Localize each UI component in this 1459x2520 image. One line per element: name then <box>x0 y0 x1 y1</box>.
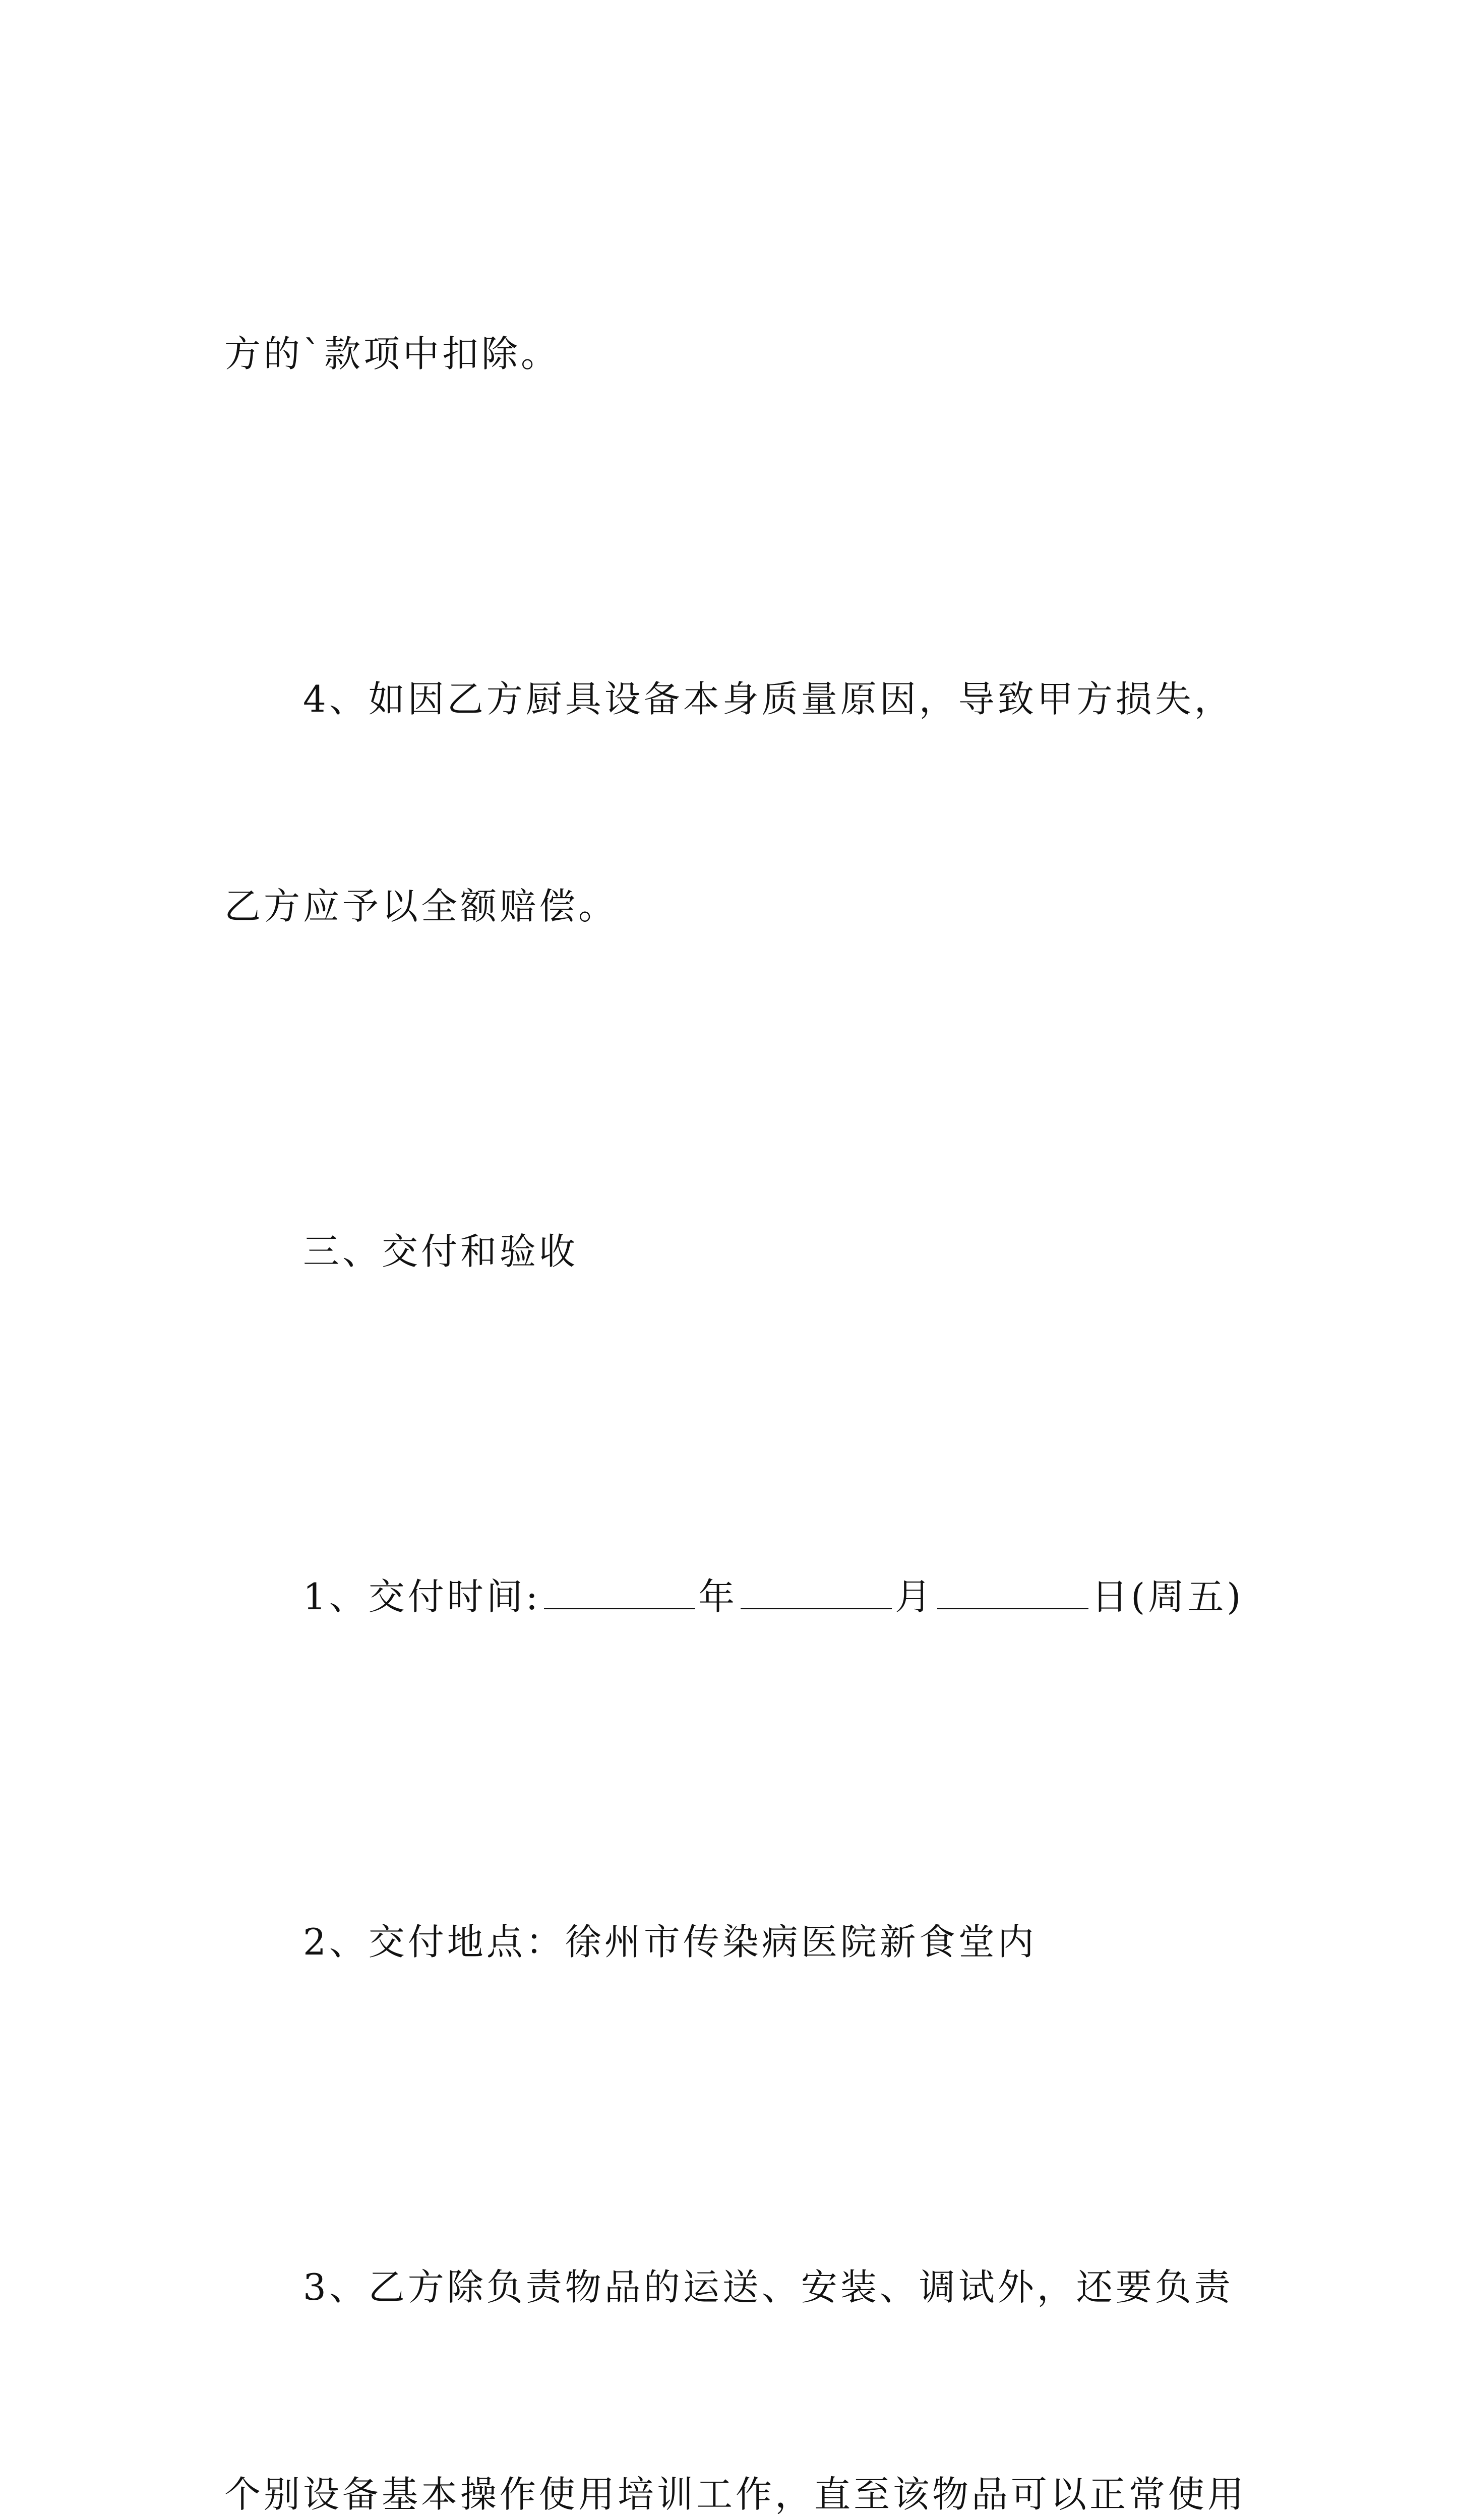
document-body <box>224 181 1255 2520</box>
text-line: 三、交付和验收 <box>303 1230 579 1273</box>
text-line: 4、如因乙方厨具设备本身质量原因，导致甲方损失， <box>303 678 1234 720</box>
date-prefix: 1、交付时间: <box>303 1576 541 1618</box>
paragraph <box>224 527 1255 1079</box>
month-label: 月 <box>895 1576 935 1618</box>
month-blank <box>741 1578 892 1609</box>
text-line <box>224 1562 1255 1631</box>
year-label: 年 <box>698 1576 738 1618</box>
text-line: 个别设备基本操作使用培训工作，直至该物品可以正常使用 <box>224 2473 1247 2515</box>
paragraph <box>224 2115 1255 2520</box>
day-label: 日(周五) <box>1091 1576 1244 1618</box>
section-heading <box>224 1079 1255 1424</box>
day-blank <box>937 1578 1088 1609</box>
text-line: 2、交付地点：徐州市传染病医院新食堂内 <box>303 1921 1037 1963</box>
paragraph <box>224 1770 1255 2115</box>
paragraph <box>224 181 1255 527</box>
text-line: 乙方应予以全额赔偿。 <box>224 885 618 927</box>
text-line: 3、乙方除负责物品的运送、安装、调试外，还要负责 <box>303 2266 1234 2308</box>
year-blank <box>544 1578 695 1609</box>
text-line: 方的`款项中扣除。 <box>224 333 561 375</box>
delivery-date-line <box>224 1424 1255 1770</box>
